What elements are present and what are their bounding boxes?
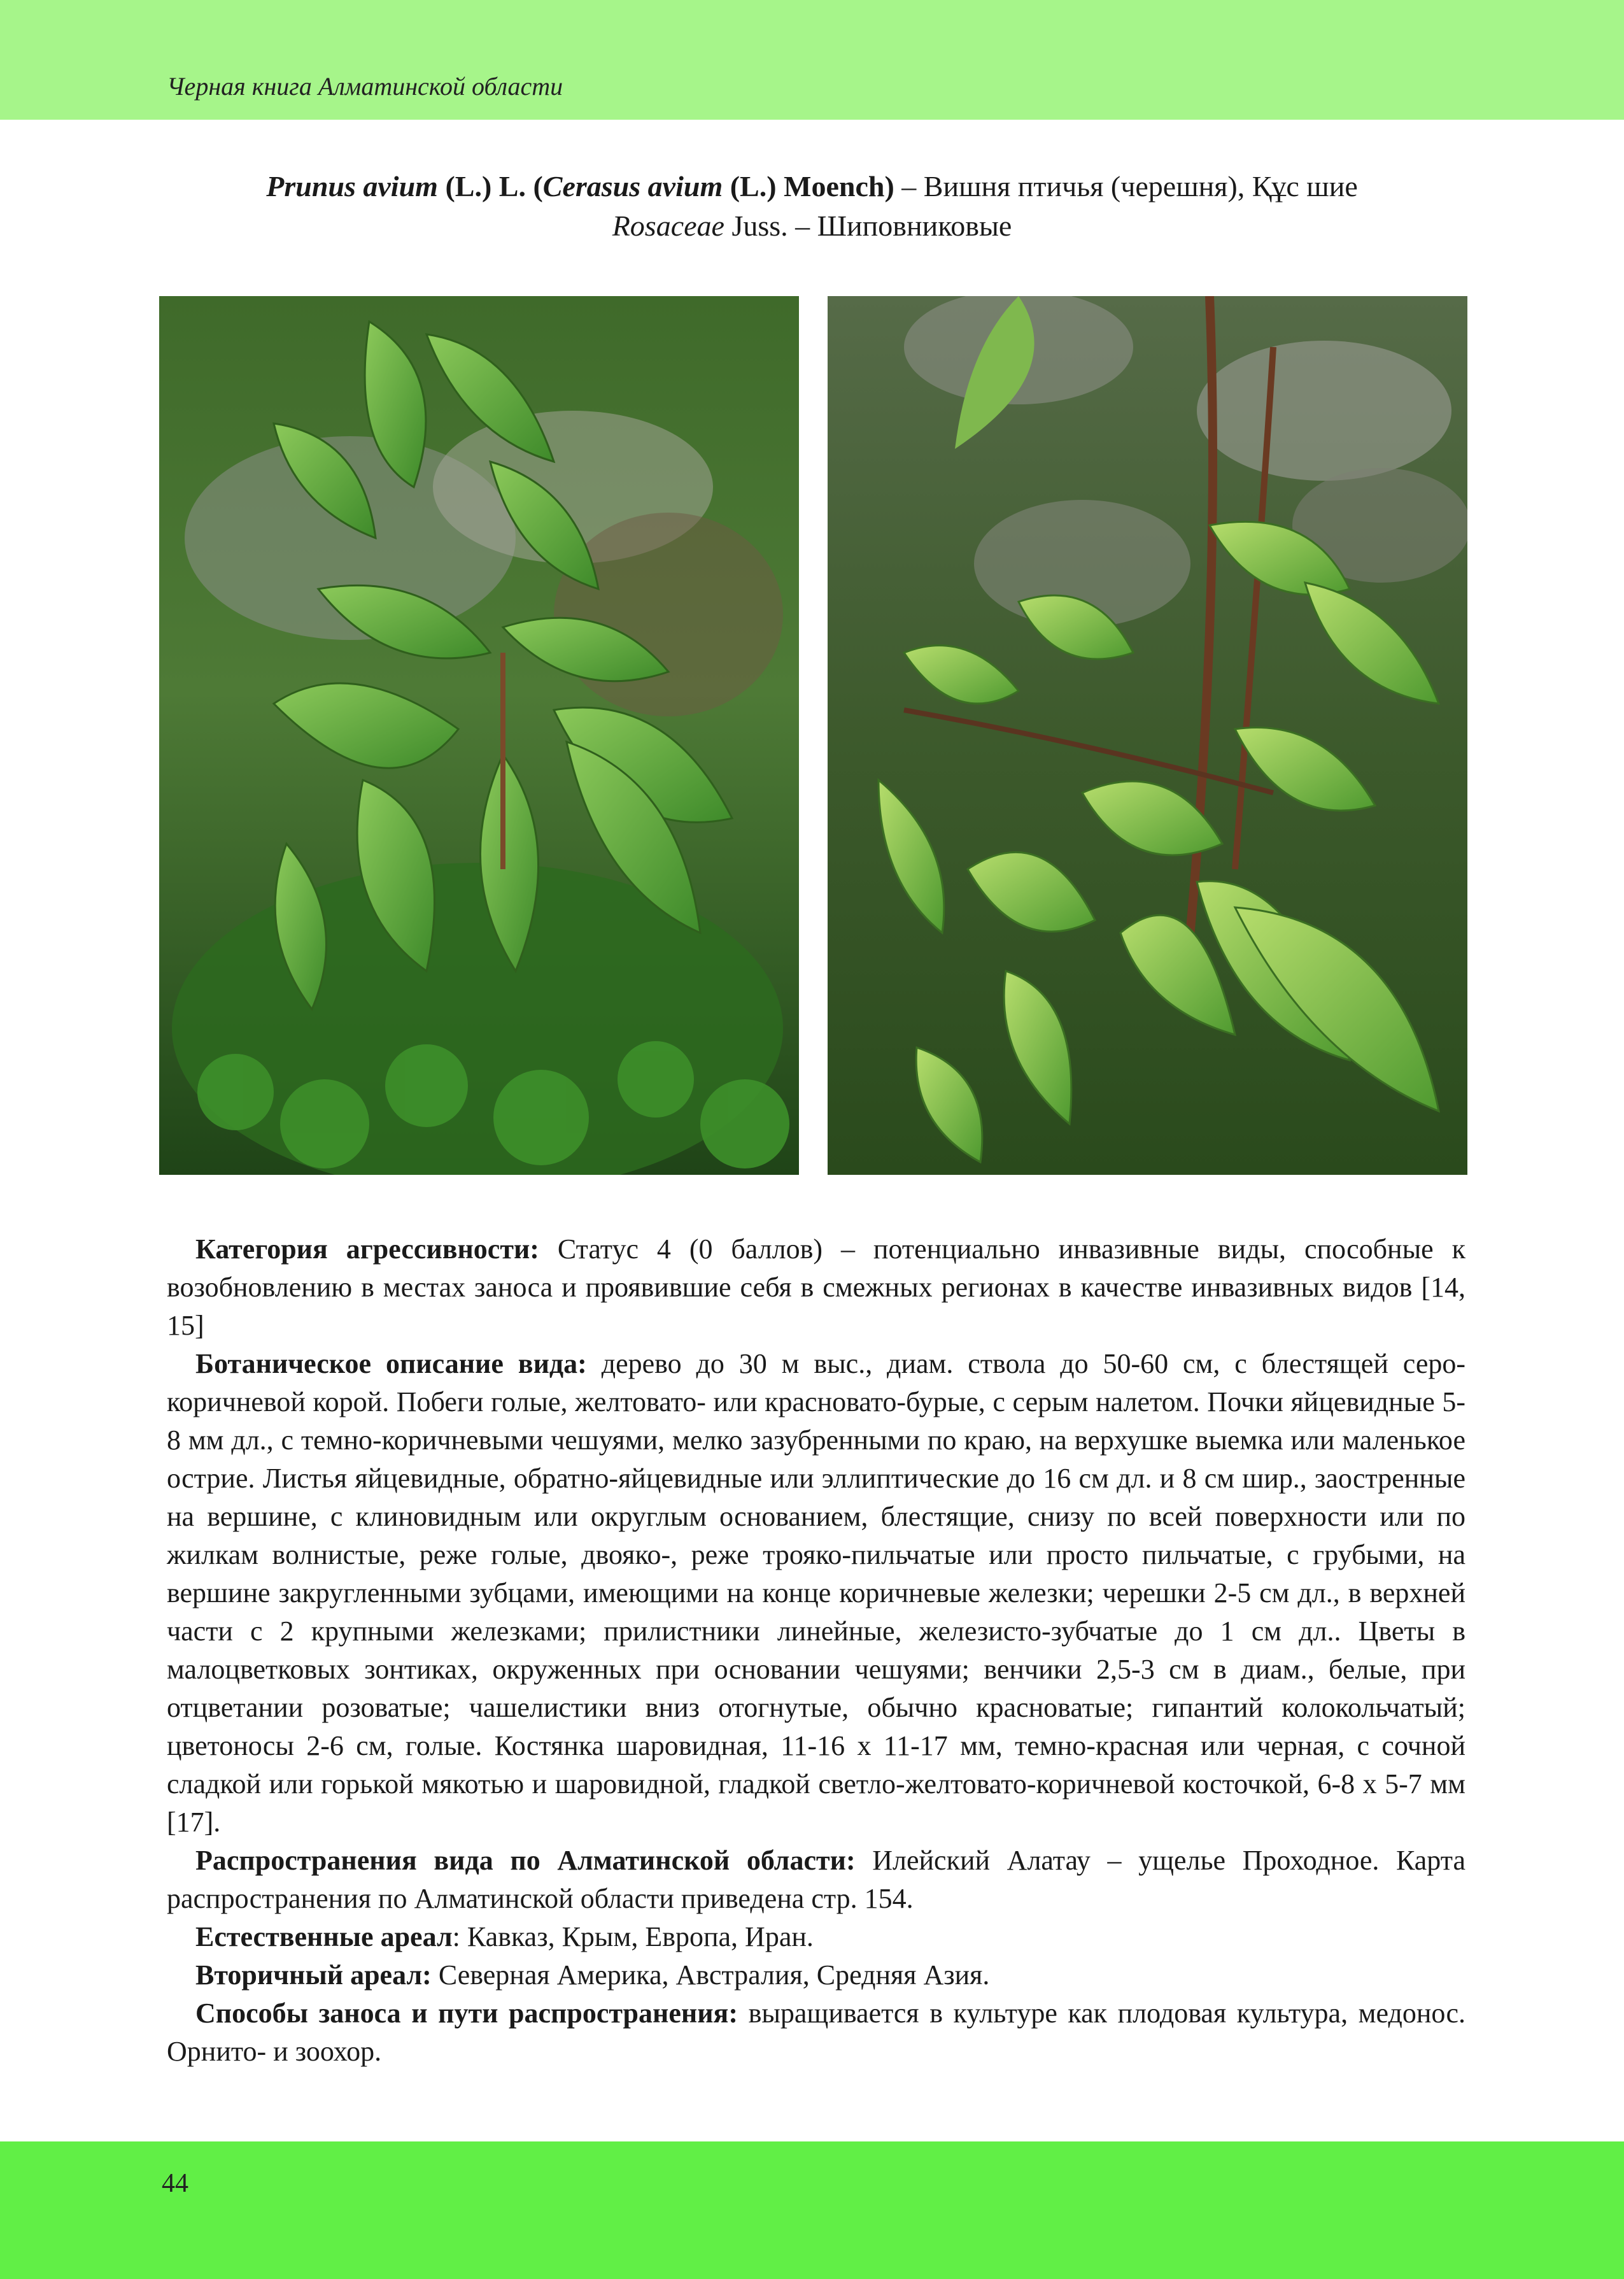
aggression-label: Категория агрессивности: bbox=[195, 1233, 539, 1265]
common-names: – Вишня птичья (черешня), Құс шие bbox=[894, 170, 1358, 202]
species-title bbox=[0, 167, 1624, 246]
paragraph-distribution bbox=[167, 1842, 1465, 1918]
latin-name: Prunus avium bbox=[266, 170, 438, 202]
introduction-label: Способы заноса и пути распространения: bbox=[195, 1998, 738, 2029]
photo-right bbox=[828, 296, 1467, 1175]
synonym-name: Cerasus avium bbox=[542, 170, 723, 202]
paragraph-introduction bbox=[167, 1994, 1465, 2071]
synonym-author: (L.) Moench) bbox=[723, 170, 894, 202]
leaf-photo-icon bbox=[159, 296, 799, 1175]
paragraph-secondary-range bbox=[167, 1956, 1465, 1994]
running-header-title: Черная книга Алматинской области bbox=[167, 72, 563, 101]
native-range-label: Естественные ареал bbox=[195, 1921, 453, 1952]
botanical-text: дерево до 30 м выс., диам. ствола до 50-60 см, с блестящей серо-коричневой корой. Побеги голые, желтовато- или красновато-бурые, с серым налетом. Почки яйцевидные 5-8 мм дл., с темно-коричневыми чешуями, мелко зазубренными по краю, на верхушке выемка или маленькое острие. Листья яйцевидные, обратно-яйцевидные или эллиптические до 16 см дл. и 8 см шир., заостренные на вершине, с клиновидным или округлым основанием, блестящие, снизу по всей поверхности или по жилкам волнистые, реже голые, двояко-, реже трояко-пильчатые или просто пильчатые, с грубыми, на вершине закругленными зубцами, имеющими на конце коричневые железки; черешки 2-5 см дл., в верхней части с 2 крупными железками; прилистники линейные, железисто-зубчатые до 1 см дл.. Цветы в малоцветковых зонтиках, окруженных при основании чешуями; венчики 2,5-3 см в диам., белые, при отцветании розоватые; чашелистики вниз отогнутые, обычно красноватые; гипантий колокольчатый; цветоносы 2-6 см, голые. Костянка шаровидная, 11-16 х 11-17 мм, темно-красная или черная, с сочной сладкой или горькой мякотью и шаровидной, гладкой светло-желтовато-коричневой косточкой, 6-8 х 5-7 мм [17]. bbox=[167, 1348, 1465, 1838]
footer-band bbox=[0, 2141, 1624, 2279]
botanical-label: Ботаническое описание вида: bbox=[195, 1348, 587, 1379]
body-text bbox=[167, 1230, 1465, 2071]
family-line bbox=[0, 206, 1624, 246]
paragraph-botanical bbox=[167, 1345, 1465, 1842]
family-rest: Juss. – Шиповниковые bbox=[724, 209, 1012, 242]
secondary-range-label: Вторичный ареал: bbox=[195, 1959, 432, 1991]
latin-author: (L.) L. ( bbox=[437, 170, 543, 202]
paragraph-aggression bbox=[167, 1230, 1465, 1345]
secondary-range-text: Северная Америка, Австралия, Средняя Азия. bbox=[431, 1959, 990, 1991]
introduction-text: выращивается в культуре как плодовая культура, медонос. Орнито- и зоохор. bbox=[167, 1998, 1465, 2067]
species-name-line bbox=[0, 167, 1624, 206]
photo-left bbox=[159, 296, 799, 1175]
aggression-text: Статус 4 (0 баллов) – потенциально инвазивные виды, способные к возобновлению в местах заноса и проявившие себя в смежных регионах в качестве инвазивных видов [14, 15] bbox=[167, 1233, 1465, 1341]
leaf-photo-icon bbox=[828, 296, 1467, 1175]
paragraph-native-range bbox=[167, 1918, 1465, 1956]
distribution-label: Распространения вида по Алматинской области: bbox=[195, 1845, 856, 1876]
native-range-text: : Кавказ, Крым, Европа, Иран. bbox=[452, 1921, 814, 1952]
header-band bbox=[0, 0, 1624, 120]
family-latin: Rosaceae bbox=[612, 209, 724, 242]
page-number: 44 bbox=[162, 2169, 188, 2198]
distribution-text: Илейский Алатау – ущелье Проходное. Карта распространения по Алматинской области приведена стр. 154. bbox=[167, 1845, 1466, 1914]
